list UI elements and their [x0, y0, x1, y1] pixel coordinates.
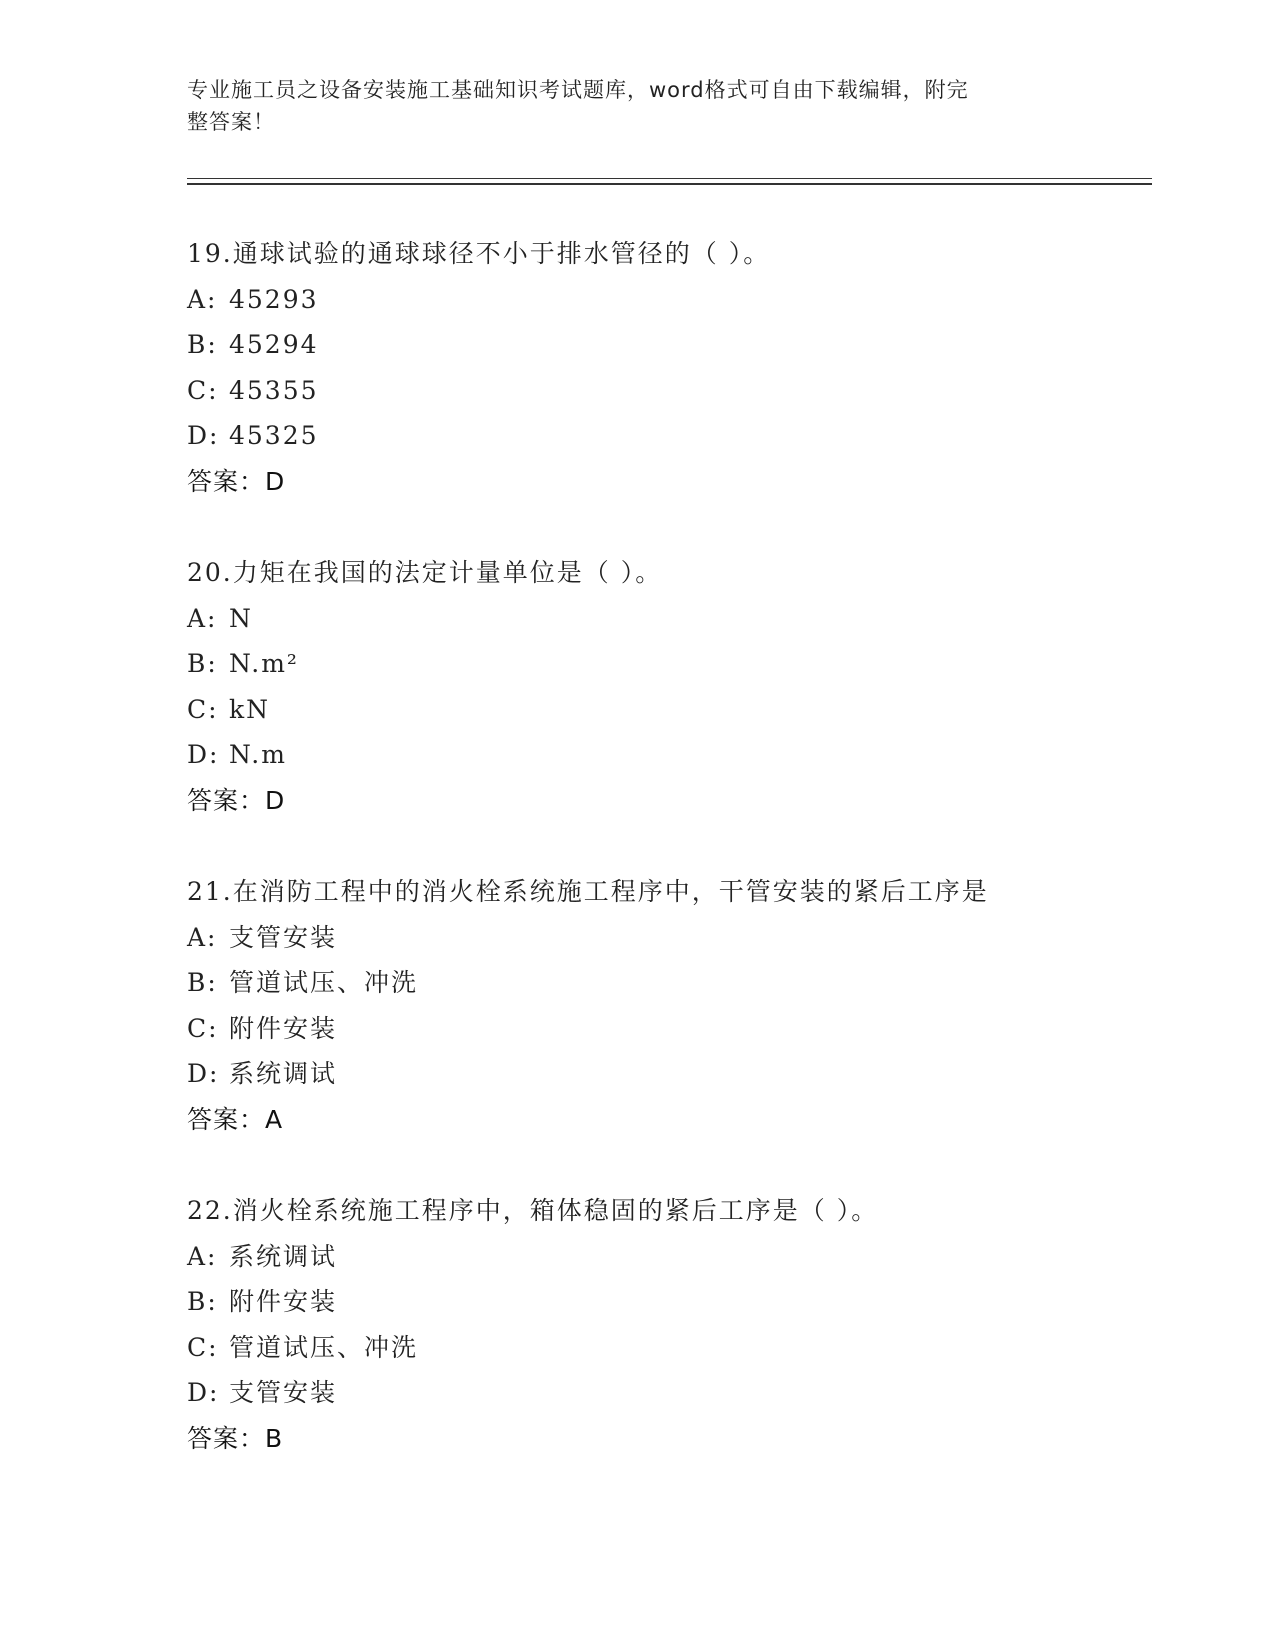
header-line-2: 整答案！	[187, 110, 275, 134]
option-d	[187, 1370, 1187, 1416]
answer: 答案：B	[187, 1423, 284, 1453]
option-b	[187, 1279, 1187, 1325]
option-label: C:	[187, 375, 219, 405]
option-text: 管道试压、冲洗	[229, 968, 419, 997]
option-label: B:	[187, 649, 218, 678]
option-c	[187, 1006, 1187, 1052]
option-label: D:	[187, 740, 220, 769]
document-header	[187, 74, 1087, 138]
option-label: B:	[187, 330, 218, 359]
header-divider-thin	[187, 178, 1152, 179]
option-label: D:	[187, 1378, 220, 1407]
option-d	[187, 413, 1187, 459]
option-text: 附件安装	[229, 1287, 338, 1316]
option-text: N.m	[229, 740, 287, 769]
question-stem: 21.在消防工程中的消火栓系统施工程序中，干管安装的紧后工序是	[187, 877, 989, 906]
option-label: A:	[187, 922, 218, 952]
option-b	[187, 322, 1187, 368]
option-c	[187, 1325, 1187, 1371]
answer: 答案：D	[187, 466, 286, 496]
answer: 答案：D	[187, 785, 286, 815]
option-text: N.m²	[229, 649, 299, 678]
option-text: 45355	[229, 375, 319, 405]
option-a	[187, 277, 1187, 323]
option-label: A:	[187, 1241, 218, 1271]
option-text: kN	[229, 694, 271, 724]
question-stem: 20.力矩在我国的法定计量单位是（ ）。	[187, 558, 663, 587]
option-text: 系统调试	[229, 1241, 338, 1271]
option-text: 系统调试	[229, 1059, 338, 1088]
header-divider-thick	[187, 183, 1152, 185]
option-label: A:	[187, 603, 218, 633]
option-text: 支管安装	[229, 922, 338, 952]
option-label: D:	[187, 421, 220, 450]
option-text: 管道试压、冲洗	[229, 1332, 419, 1362]
question-stem: 19.通球试验的通球球径不小于排水管径的（ ）。	[187, 239, 771, 268]
option-d	[187, 1051, 1187, 1097]
option-label: C:	[187, 694, 219, 724]
option-text: 45294	[229, 330, 319, 359]
option-text: N	[229, 603, 253, 633]
option-label: A:	[187, 284, 218, 314]
option-label: B:	[187, 1287, 218, 1316]
option-c	[187, 687, 1187, 733]
answer: 答案：A	[187, 1104, 284, 1134]
option-text: 45325	[229, 421, 319, 450]
option-a	[187, 915, 1187, 961]
header-line-1: 专业施工员之设备安装施工基础知识考试题库，word格式可自由下载编辑，附完	[187, 78, 969, 102]
option-b	[187, 641, 1187, 687]
option-label: B:	[187, 968, 218, 997]
question-20	[187, 550, 1187, 823]
option-a	[187, 596, 1187, 642]
option-d	[187, 732, 1187, 778]
option-label: D:	[187, 1059, 220, 1088]
option-label: C:	[187, 1013, 219, 1043]
question-stem: 22.消火栓系统施工程序中，箱体稳固的紧后工序是（ ）。	[187, 1196, 879, 1225]
option-text: 支管安装	[229, 1378, 338, 1407]
option-text: 附件安装	[229, 1013, 338, 1043]
question-22	[187, 1188, 1187, 1461]
option-b	[187, 960, 1187, 1006]
option-text: 45293	[229, 284, 319, 314]
question-19	[187, 231, 1187, 504]
option-a	[187, 1234, 1187, 1280]
option-label: C:	[187, 1332, 219, 1362]
question-21	[187, 869, 1187, 1142]
option-c	[187, 368, 1187, 414]
